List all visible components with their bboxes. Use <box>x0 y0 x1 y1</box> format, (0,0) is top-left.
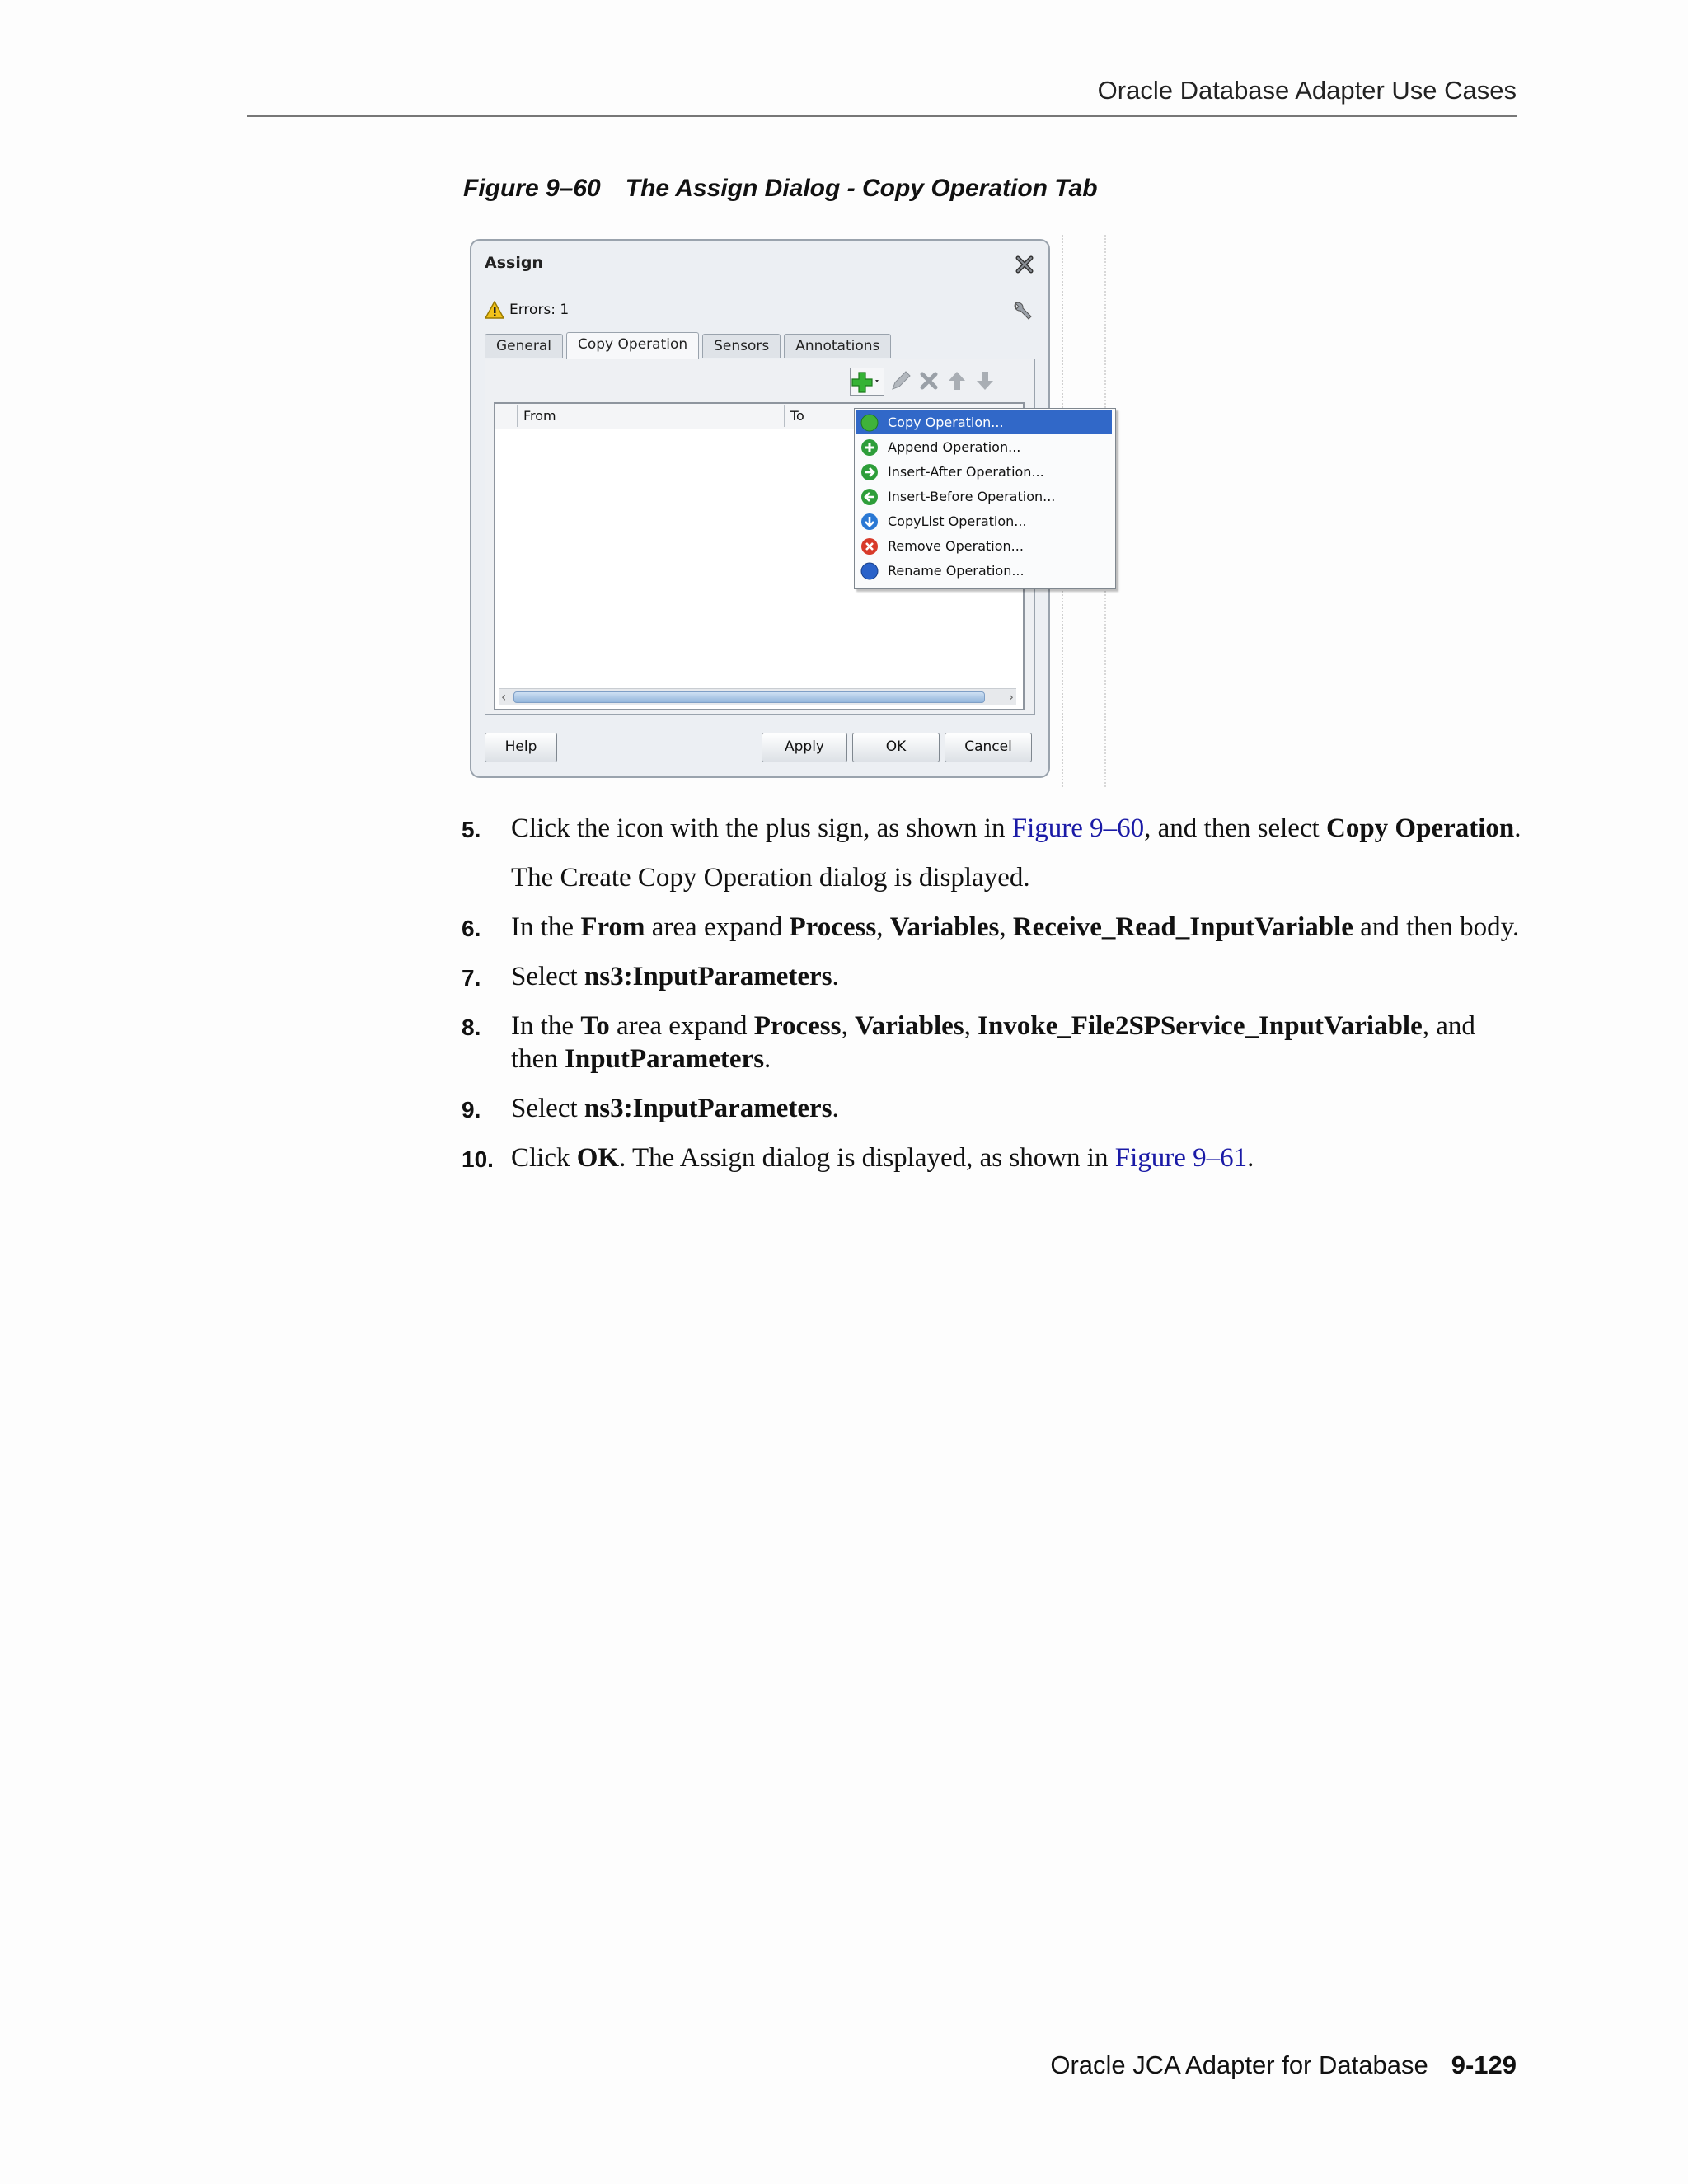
menu-item-label: Copy Operation... <box>888 415 1004 430</box>
tab-general[interactable]: General <box>485 334 563 358</box>
step-number: 9. <box>462 1097 481 1122</box>
page-number: 9-129 <box>1451 2050 1517 2079</box>
procedure-steps <box>462 812 1525 1191</box>
step-text: . <box>1247 1143 1254 1173</box>
scroll-right-icon[interactable]: › <box>1008 689 1014 705</box>
step-5-result: The Create Copy Operation dialog is displayed. <box>511 863 1030 893</box>
apply-button[interactable]: Apply <box>762 733 847 762</box>
add-operation-menu <box>854 408 1116 589</box>
step-text: Select <box>511 1094 584 1123</box>
x-circle-icon <box>860 537 879 556</box>
tab-sensors[interactable]: Sensors <box>702 334 781 358</box>
assign-dialog <box>470 239 1056 778</box>
column-header-from[interactable]: From <box>523 408 556 424</box>
menu-item-remove-operation[interactable] <box>856 534 1112 558</box>
step-number: 6. <box>462 916 481 941</box>
plus-circle-icon <box>860 438 879 457</box>
step-9 <box>462 1092 1525 1125</box>
horizontal-scrollbar[interactable] <box>499 688 1016 705</box>
step-text: , and then <box>511 1011 1475 1074</box>
step-text: Select <box>511 962 584 991</box>
page-footer <box>247 2050 1517 2080</box>
menu-item-copylist-operation[interactable] <box>856 509 1112 533</box>
menu-item-label: Insert-Before Operation... <box>888 489 1056 504</box>
step-text: , <box>999 912 1013 942</box>
step-text: Click the icon with the plus sign, as shown in <box>511 813 1012 843</box>
step-5 <box>462 812 1525 845</box>
step-text: Click <box>511 1143 577 1173</box>
step-emphasis: Variables <box>889 912 1000 942</box>
step-text: . <box>764 1044 771 1074</box>
running-header: Oracle Database Adapter Use Cases <box>1097 76 1517 105</box>
figure-number: Figure 9–60 <box>463 175 601 202</box>
cancel-button[interactable]: Cancel <box>945 733 1032 762</box>
step-emphasis: Process <box>753 1011 842 1041</box>
tab-copy-operation[interactable]: Copy Operation <box>566 332 699 359</box>
menu-item-label: Remove Operation... <box>888 538 1024 554</box>
step-emphasis: Invoke_File2SPService_InputVariable <box>978 1011 1423 1041</box>
menu-item-label: CopyList Operation... <box>888 513 1027 529</box>
step-text: and then body. <box>1353 912 1520 942</box>
step-text: In the <box>511 912 581 942</box>
book-title: Oracle JCA Adapter for Database <box>1050 2050 1428 2079</box>
header-rule <box>247 115 1517 117</box>
delete-icon[interactable] <box>916 368 942 394</box>
menu-item-append-operation[interactable] <box>856 435 1112 459</box>
arrow-down-circle-icon <box>860 512 879 532</box>
step-emphasis: From <box>580 912 645 942</box>
move-down-icon[interactable] <box>972 368 998 394</box>
figure-title: The Assign Dialog - Copy Operation Tab <box>625 175 1098 202</box>
step-text: . <box>1514 813 1522 843</box>
move-up-icon[interactable] <box>944 368 970 394</box>
wrench-icon[interactable] <box>1010 300 1034 323</box>
step-number: 8. <box>462 1015 481 1040</box>
green-circle-icon <box>860 413 879 433</box>
tab-bar <box>485 334 894 359</box>
help-button[interactable]: Help <box>485 733 557 762</box>
step-10 <box>462 1141 1525 1174</box>
add-operation-button[interactable] <box>850 368 884 396</box>
step-text: , <box>876 912 890 942</box>
dialog-title: Assign <box>485 254 543 272</box>
scroll-left-icon[interactable]: ‹ <box>501 689 507 705</box>
step-emphasis: ns3:InputParameters <box>584 1094 832 1123</box>
step-number: 10. <box>462 1146 494 1172</box>
step-emphasis: InputParameters <box>565 1044 765 1074</box>
close-icon[interactable] <box>1014 254 1035 275</box>
blue-circle-icon <box>860 561 879 581</box>
menu-item-insert-after-operation[interactable] <box>856 460 1112 484</box>
step-text: area expand <box>645 912 790 942</box>
figure-screenshot <box>463 235 1114 787</box>
menu-item-rename-operation[interactable] <box>856 559 1112 583</box>
column-separator <box>517 405 518 427</box>
step-6 <box>462 911 1525 944</box>
step-text: . <box>832 1094 839 1123</box>
step-number: 7. <box>462 965 481 991</box>
step-text: , <box>964 1011 978 1041</box>
menu-item-insert-before-operation[interactable] <box>856 485 1112 509</box>
step-text: area expand <box>609 1011 754 1041</box>
arrow-right-circle-icon <box>860 462 879 482</box>
step-emphasis: ns3:InputParameters <box>584 962 832 991</box>
errors-label: Errors: 1 <box>509 302 570 318</box>
step-emphasis: Process <box>789 912 877 942</box>
step-emphasis: Receive_Read_InputVariable <box>1012 912 1353 942</box>
step-text: , <box>841 1011 855 1041</box>
step-text: . The Assign dialog is displayed, as shown in <box>619 1143 1115 1173</box>
step-text: In the <box>511 1011 581 1041</box>
step-text: . <box>832 962 839 991</box>
step-8 <box>462 1010 1525 1076</box>
column-separator <box>784 405 785 427</box>
figure-link[interactable]: Figure 9–60 <box>1011 813 1145 843</box>
menu-item-copy-operation[interactable] <box>856 410 1112 434</box>
warning-icon <box>485 301 504 319</box>
edit-icon[interactable] <box>888 368 914 394</box>
menu-item-label: Rename Operation... <box>888 563 1025 579</box>
step-emphasis: Copy Operation <box>1325 813 1515 843</box>
arrow-left-circle-icon <box>860 487 879 507</box>
step-number: 5. <box>462 817 481 842</box>
figure-link[interactable]: Figure 9–61 <box>1114 1143 1248 1173</box>
tab-annotations[interactable]: Annotations <box>784 334 891 358</box>
step-emphasis: To <box>580 1011 610 1041</box>
menu-item-label: Insert-After Operation... <box>888 464 1044 480</box>
step-7 <box>462 960 1525 993</box>
column-header-to[interactable]: To <box>790 408 804 424</box>
figure-caption <box>463 175 1098 203</box>
step-emphasis: Variables <box>854 1011 964 1041</box>
menu-item-label: Append Operation... <box>888 439 1021 455</box>
ok-button[interactable]: OK <box>852 733 940 762</box>
scrollbar-thumb[interactable] <box>513 691 985 703</box>
step-emphasis: OK <box>576 1143 620 1173</box>
step-text: , and then select <box>1144 813 1326 843</box>
